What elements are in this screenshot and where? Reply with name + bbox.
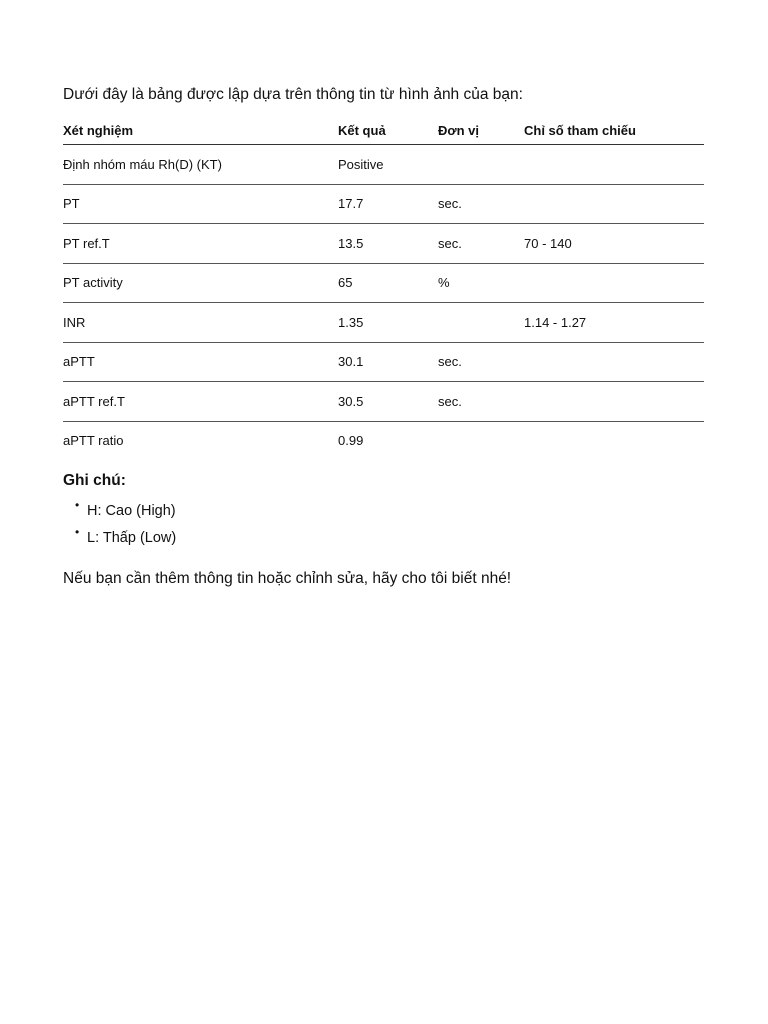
notes-list (63, 498, 704, 552)
header-test: Xét nghiệm (63, 116, 338, 145)
cell-unit: sec. (438, 184, 524, 224)
cell-test: Định nhóm máu Rh(D) (KT) (63, 145, 338, 185)
note-text: L: Thấp (Low) (87, 530, 177, 546)
cell-reference (524, 184, 704, 224)
list-item (75, 498, 704, 525)
note-text: H: Cao (High) (87, 503, 176, 519)
cell-result: 17.7 (338, 184, 438, 224)
notes-title: Ghi chú: (63, 472, 126, 489)
cell-reference: 1.14 - 1.27 (524, 303, 704, 343)
cell-test: aPTT ref.T (63, 382, 338, 422)
cell-unit: sec. (438, 224, 524, 264)
bullet-icon: • (75, 525, 80, 539)
cell-reference (524, 342, 704, 382)
cell-test: aPTT (63, 342, 338, 382)
cell-test: PT ref.T (63, 224, 338, 264)
list-item (75, 525, 704, 552)
table-row (63, 303, 704, 343)
cell-reference: 70 - 140 (524, 224, 704, 264)
cell-unit: sec. (438, 342, 524, 382)
cell-result: Positive (338, 145, 438, 185)
cell-unit (438, 303, 524, 343)
table-header-row (63, 116, 704, 145)
cell-unit: % (438, 263, 524, 303)
intro-text: Dưới đây là bảng được lập dựa trên thông tin từ hình ảnh của bạn: (63, 86, 523, 103)
results-table (63, 116, 704, 460)
document (63, 84, 704, 588)
table-row (63, 342, 704, 382)
cell-unit: sec. (438, 382, 524, 422)
cell-reference (524, 145, 704, 185)
header-reference: Chỉ số tham chiếu (524, 116, 704, 145)
cell-test: aPTT ratio (63, 433, 124, 449)
bullet-icon: • (75, 498, 80, 512)
closing-text: Nếu bạn cần thêm thông tin hoặc chỉnh sửa, hãy cho tôi biết nhé! (63, 570, 512, 587)
header-unit: Đơn vị (438, 116, 524, 145)
table-row (63, 263, 704, 303)
table-row (63, 421, 704, 460)
cell-result: 30.1 (338, 342, 438, 382)
cell-test: PT (63, 184, 338, 224)
cell-reference (524, 382, 704, 422)
table-row (63, 184, 704, 224)
cell-reference (524, 263, 704, 303)
cell-reference (524, 421, 704, 460)
table-row (63, 224, 704, 264)
cell-result: 1.35 (338, 303, 438, 343)
table-row (63, 382, 704, 422)
cell-result: 65 (338, 263, 438, 303)
cell-unit (438, 145, 524, 185)
cell-test: INR (63, 303, 338, 343)
header-result: Kết quả (338, 116, 438, 145)
cell-test: PT activity (63, 263, 338, 303)
cell-result: 0.99 (338, 433, 364, 449)
cell-result: 13.5 (338, 224, 438, 264)
cell-result: 30.5 (338, 382, 438, 422)
cell-unit (438, 421, 524, 460)
table-row (63, 145, 704, 185)
